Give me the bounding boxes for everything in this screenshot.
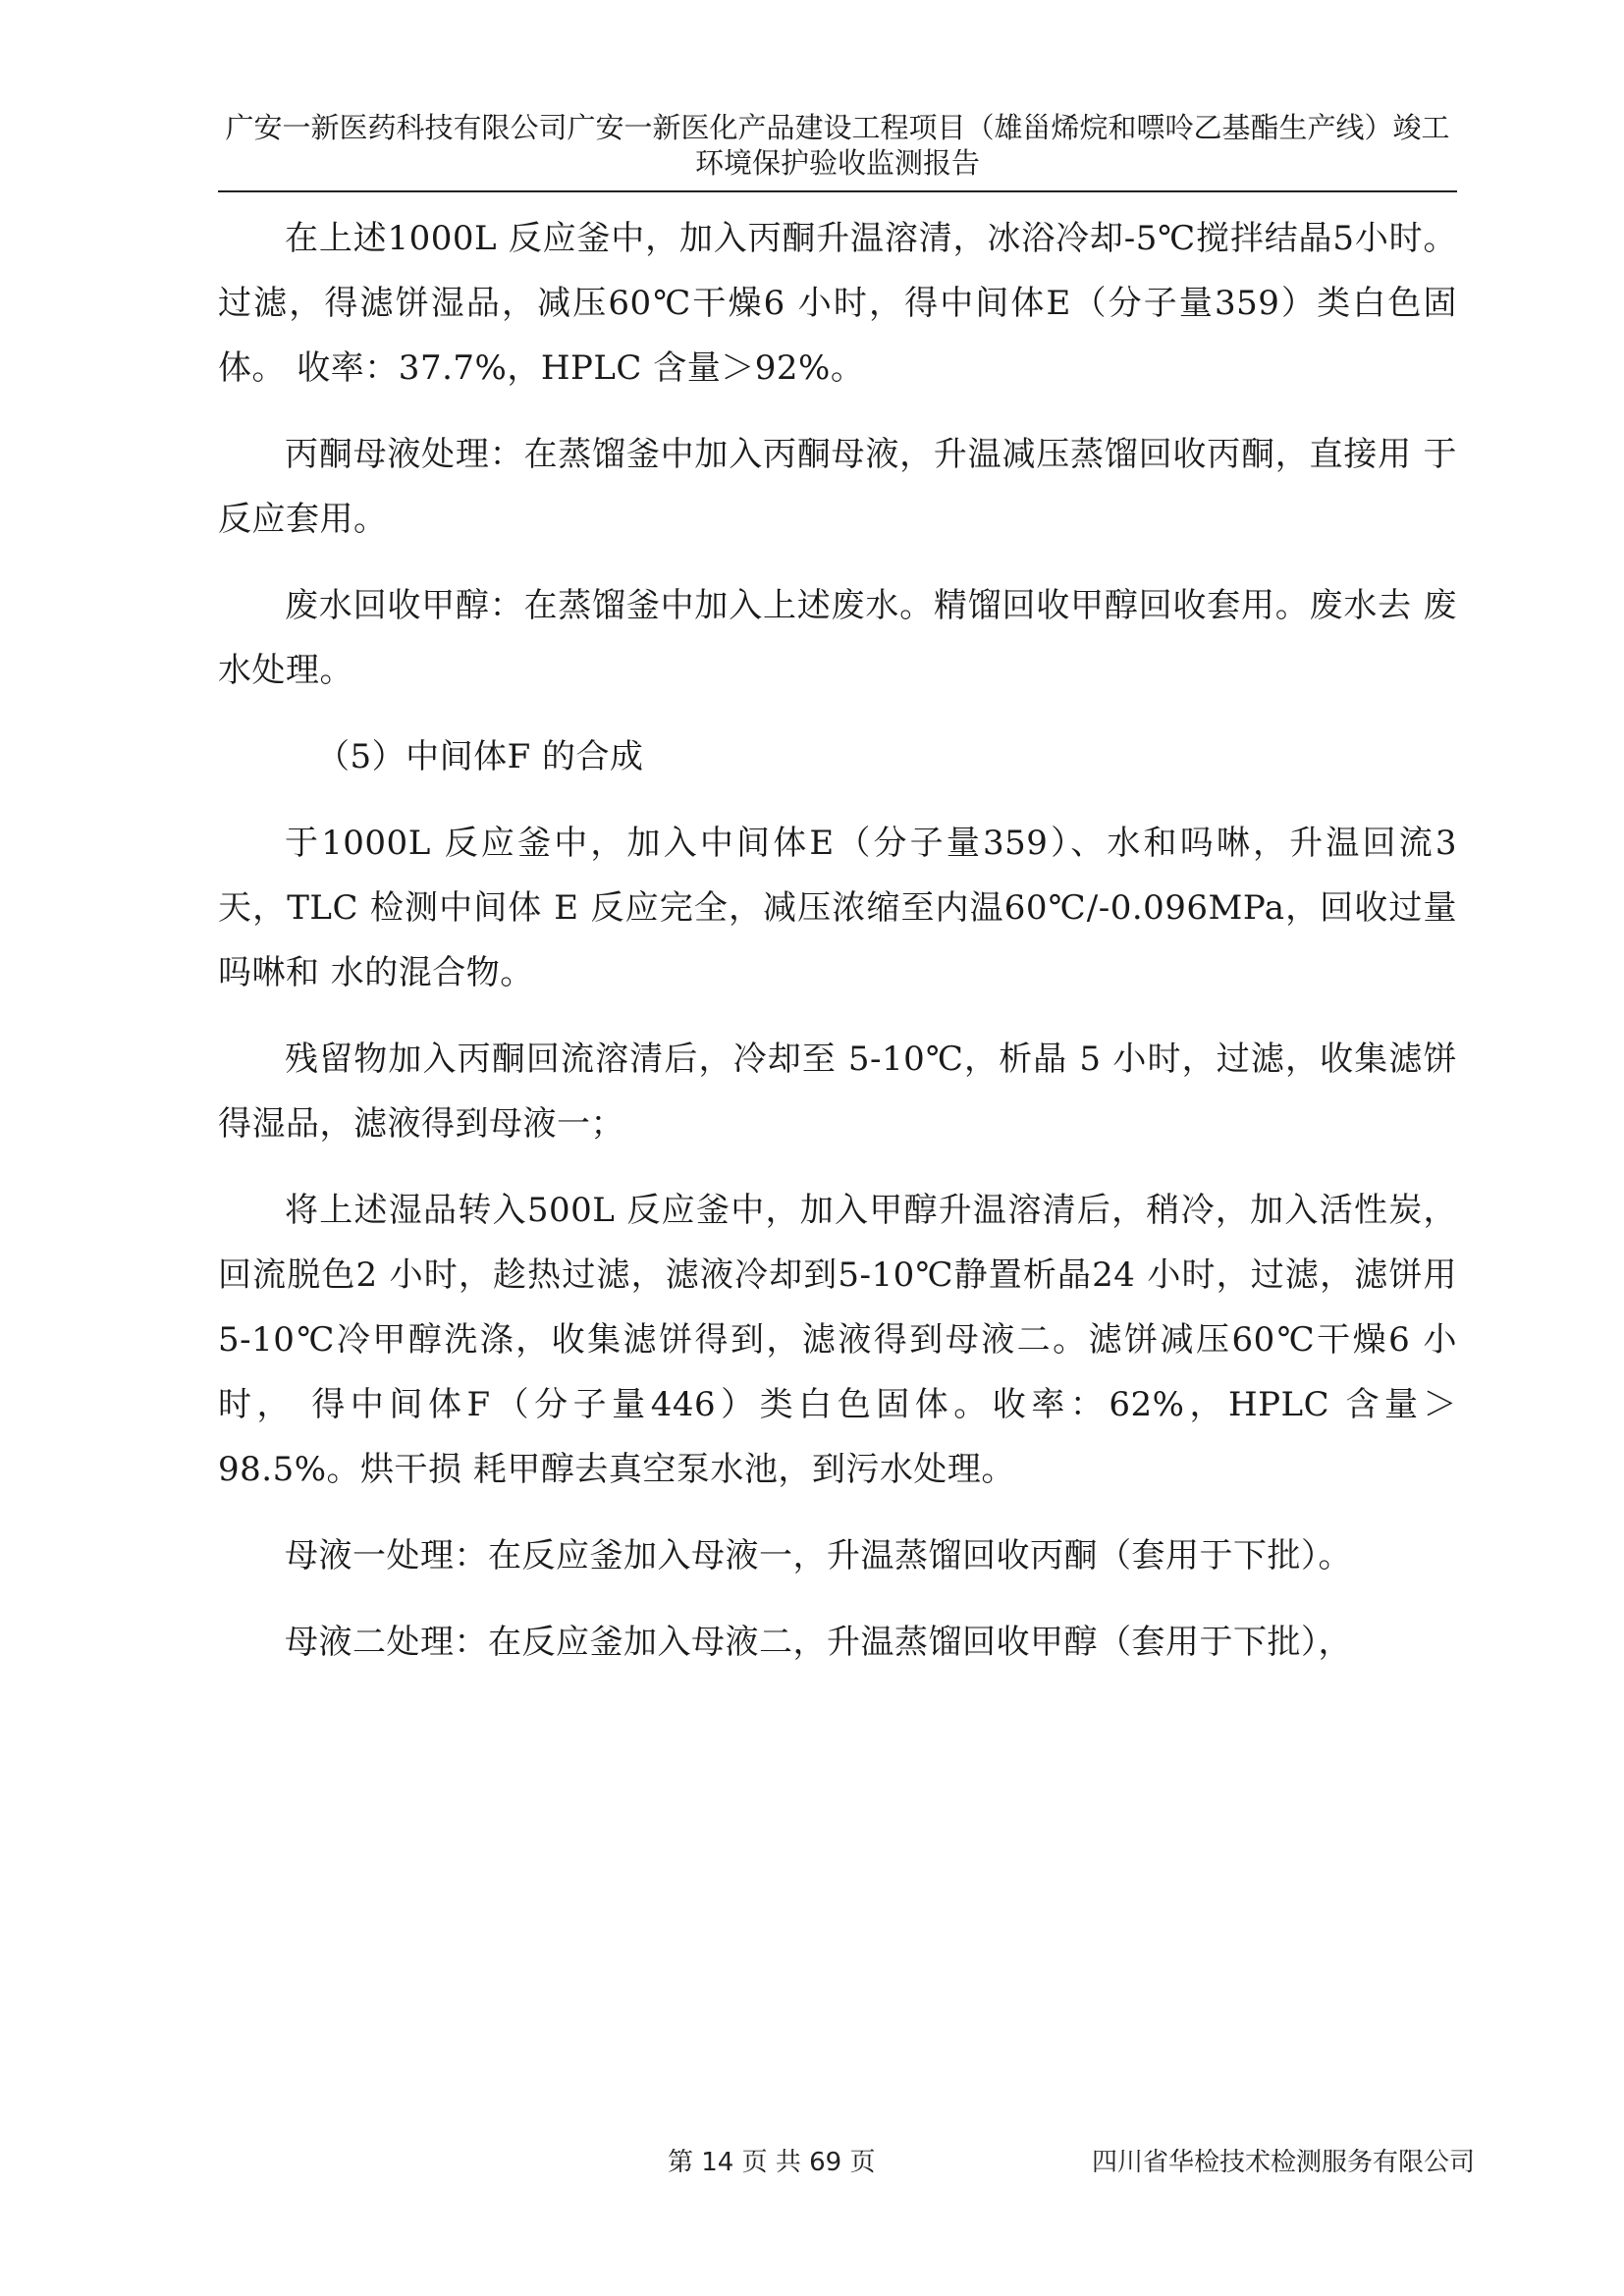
paragraph-mother-liquor-one: 母液一处理：在反应釜加入母液一，升温蒸馏回收丙酮（套用于下批）。 (285, 1536, 1352, 1575)
footer-company: 四川省华检技术检测服务有限公司 (1092, 2148, 1476, 2177)
report-header (218, 110, 1457, 181)
paragraph-decolorization: 将上述湿品转入500L 反应釜中，加入甲醇升温溶清后，稍冷，加入活性炭，回流脱色2 小时，趁热过滤，滤液冷却到5-10℃静置析晶24 小时，过滤，滤饼用 5-10℃冷甲醇洗涤，收集滤饼得到，滤液得到母液二。滤饼减压60℃干燥6 小时， 得中间体F（分子量446）类白色固体。收率：62%，HPLC 含量＞98.5%。烘干损 耗甲醇去真空泵水池，到污水处理。 (218, 1191, 1457, 1489)
section-heading-intermediate-f: （5）中间体F 的合成 (316, 737, 644, 776)
report-title-line-2: 环境保护验收监测报告 (694, 146, 980, 180)
paragraph-methanol-recovery: 废水回收甲醇：在蒸馏釜中加入上述废水。精馏回收甲醇回收套用。废水去 废水处理。 (218, 586, 1457, 690)
paragraph-mother-liquor-two: 母液二处理：在反应釜加入母液二，升温蒸馏回收甲醇（套用于下批）， (285, 1623, 1352, 1662)
document-body (218, 206, 1457, 1696)
header-divider (218, 190, 1457, 192)
page-number: 第 14 页 共 69 页 (668, 2148, 876, 2177)
report-title-line-1: 广安一新医药科技有限公司广安一新医化产品建设工程项目（雄甾烯烷和嘌呤乙基酯生产线）竣工 (225, 111, 1450, 144)
paragraph-acetone-mother-liquor: 丙酮母液处理：在蒸馏釜中加入丙酮母液，升温减压蒸馏回收丙酮，直接用 于反应套用。 (218, 435, 1457, 539)
paragraph-crystallization: 在上述1000L 反应釜中，加入丙酮升温溶清，冰浴冷却-5℃搅拌结晶5小时。 过滤，得滤饼湿品，减压60℃干燥6 小时，得中间体E（分子量359）类白色固体。 收率：37.7%，HPLC 含量＞92%。 (218, 219, 1457, 388)
paragraph-residue: 残留物加入丙酮回流溶清后，冷却至 5-10℃，析晶 5 小时，过滤，收集滤饼 得湿品，滤液得到母液一； (218, 1040, 1457, 1144)
paragraph-reaction: 于1000L 反应釜中，加入中间体E（分子量359）、水和吗啉，升温回流3 天，TLC 检测中间体 E 反应完全，减压浓缩至内温60℃/-0.096MPa，回收过量吗啉和 水的混合物。 (218, 824, 1457, 992)
